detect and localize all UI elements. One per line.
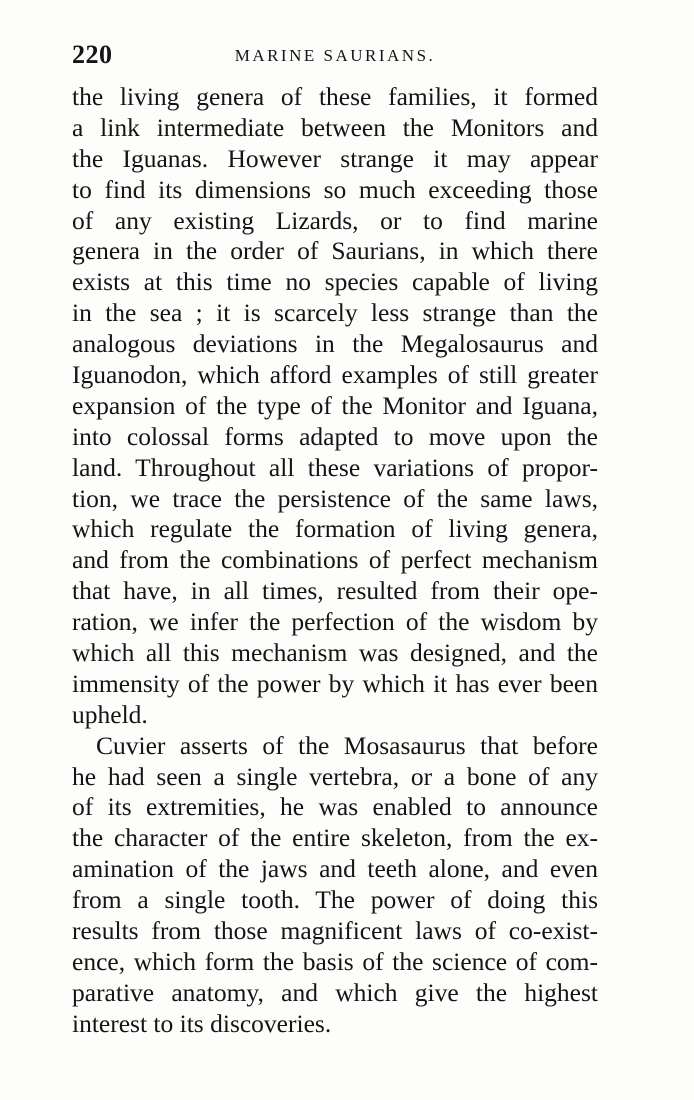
text-line: exists at this time no species capable of living xyxy=(72,267,598,297)
text-line: which all this mechanism was designed, and the xyxy=(72,638,598,668)
text-line: genera in the order of Saurians, in which there xyxy=(72,236,598,266)
text-line: amination of the jaws and teeth alone, and even xyxy=(72,854,598,884)
text-line: Cuvier asserts of the Mosasaurus that before xyxy=(96,730,598,760)
text-line: analogous deviations in the Megalosaurus and xyxy=(72,329,598,359)
text-line: of any existing Lizards, or to find marine xyxy=(72,205,598,235)
text-line: Iguanodon, which afford examples of still greater xyxy=(72,360,598,390)
text-line: ration, we infer the perfection of the wisdom by xyxy=(72,607,598,637)
page-number: 220 xyxy=(72,40,113,69)
text-line: a link intermediate between the Monitors and xyxy=(72,112,598,142)
paragraph-2 xyxy=(72,731,598,1040)
text-line: tion, we trace the persistence of the same laws, xyxy=(72,483,598,513)
text-line: which regulate the formation of living genera, xyxy=(72,514,598,544)
text-line: and from the combinations of perfect mechanism xyxy=(72,545,598,575)
text-line: results from those magnificent laws of co-exist- xyxy=(72,916,598,946)
text-line: of its extremities, he was enabled to announce xyxy=(72,792,598,822)
text-line: upheld. xyxy=(72,699,148,729)
text-line: he had seen a single vertebra, or a bone of any xyxy=(72,761,598,791)
text-line: in the sea ; it is scarcely less strange than the xyxy=(72,298,598,328)
text-line: to find its dimensions so much exceeding those xyxy=(72,174,598,204)
text-line: ence, which form the basis of the science of com- xyxy=(72,946,598,976)
text-line: the character of the entire skeleton, from the ex- xyxy=(72,823,598,853)
running-head xyxy=(72,40,598,80)
paragraph-1 xyxy=(72,82,598,731)
text-line: into colossal forms adapted to move upon the xyxy=(72,421,598,451)
body-text xyxy=(72,82,598,1040)
text-line: from a single tooth. The power of doing this xyxy=(72,885,598,915)
text-line: immensity of the power by which it has ever been xyxy=(72,668,598,698)
text-line: land. Throughout all these variations of propor- xyxy=(72,452,598,482)
running-title: MARINE SAURIANS. xyxy=(234,46,436,65)
text-line: that have, in all times, resulted from their ope- xyxy=(72,576,598,606)
text-line: parative anatomy, and which give the highest xyxy=(72,977,598,1007)
text-line: the living genera of these families, it formed xyxy=(72,82,598,111)
text-line: the Iguanas. However strange it may appear xyxy=(72,143,598,173)
text-line: expansion of the type of the Monitor and Iguana, xyxy=(72,390,598,420)
text-line: interest to its discoveries. xyxy=(72,1008,332,1038)
